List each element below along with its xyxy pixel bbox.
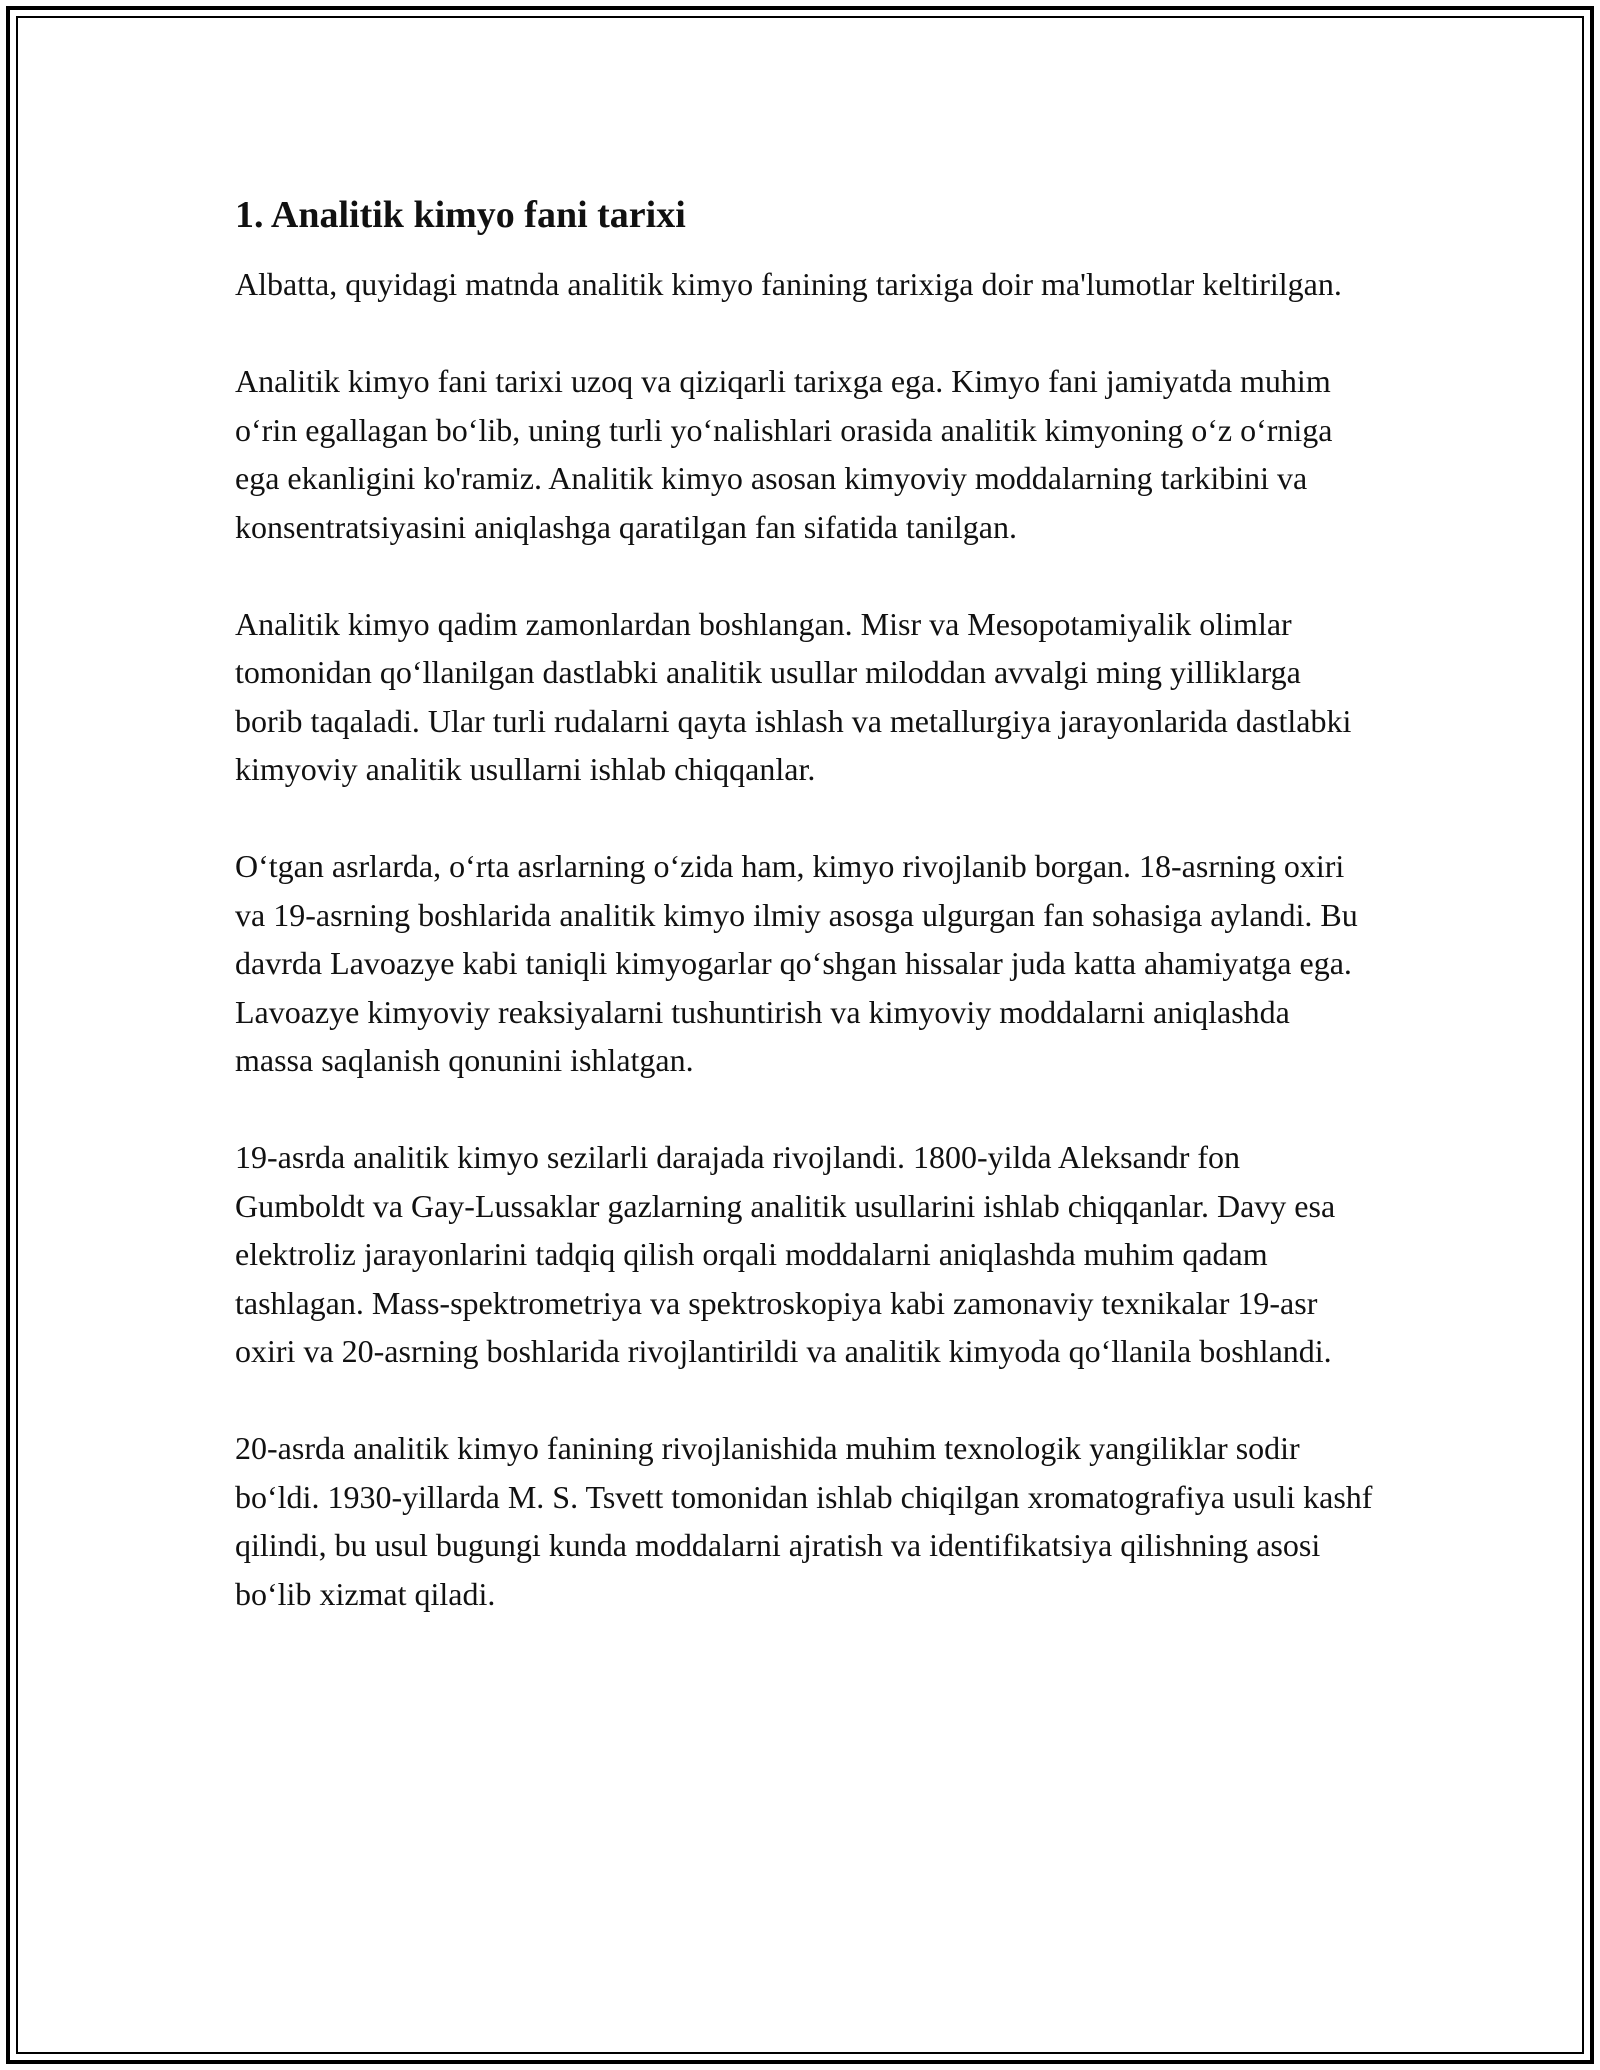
- paragraph-19th-century: 19-asrda analitik kimyo sezilarli darajada rivojlandi. 1800-yilda Aleksandr fon Gumboldt va Gay-Lussaklar gazlarning analitik usullarini ishlab chiqqanlar. Davy esa elektroliz jarayonlarini tadqiq qilish orqali moddalarni aniqlashda muhim qadam tashlagan. Mass-spektrometriya va spektroskopiya kabi zamonaviy texnikalar 19-asr oxiri va 20-asrning boshlarida rivojlantirildi va analitik kimyoda qo‘llanila boshlandi.: [235, 1139, 1336, 1369]
- document-body: [235, 190, 1375, 1618]
- paragraph-overview: Analitik kimyo fani tarixi uzoq va qiziqarli tarixga ega. Kimyo fani jamiyatda muhim o‘rin egallagan bo‘lib, uning turli yo‘nalishlari orasida analitik kimyoning o‘z o‘rniga ega ekanligini ko'ramiz. Analitik kimyo asosan kimyoviy moddalarning tarkibini va konsentratsiyasini aniqlashga qaratilgan fan sifatida tanilgan.: [235, 363, 1333, 545]
- paragraph-intro: Albatta, quyidagi matnda analitik kimyo fanining tarixiga doir ma'lumotlar keltirilgan.: [235, 266, 1342, 302]
- paragraph-20th-century: 20-asrda analitik kimyo fanining rivojlanishida muhim texnologik yangiliklar sodir bo‘ldi. 1930-yillarda M. S. Tsvett tomonidan ishlab chiqilgan xromatografiya usuli kashf qilindi, bu usul bugungi kunda moddalarni ajratish va identifikatsiya qilishning asosi bo‘lib xizmat qiladi.: [235, 1430, 1373, 1612]
- section-heading: 1. Analitik kimyo fani tarixi: [235, 194, 686, 236]
- paragraph-18th-century: O‘tgan asrlarda, o‘rta asrlarning o‘zida ham, kimyo rivojlanib borgan. 18-asrning oxiri va 19-asrning boshlarida analitik kimyo ilmiy asosga ulgurgan fan sohasiga aylandi. Bu davrda Lavoazye kabi taniqli kimyogarlar qo‘shgan hissalar juda katta ahamiyatga ega. Lavoazye kimyoviy reaksiyalarni tushuntirish va kimyoviy moddalarni aniqlashda massa saqlanish qonunini ishlatgan.: [235, 848, 1358, 1078]
- paragraph-ancient-origins: Analitik kimyo qadim zamonlardan boshlangan. Misr va Mesopotamiyalik olimlar tomonidan qo‘llanilgan dastlabki analitik usullar miloddan avvalgi ming yilliklarga borib taqaladi. Ular turli rudalarni qayta ishlash va metallurgiya jarayonlarida dastlabki kimyoviy analitik usullarni ishlab chiqqanlar.: [235, 605, 1352, 787]
